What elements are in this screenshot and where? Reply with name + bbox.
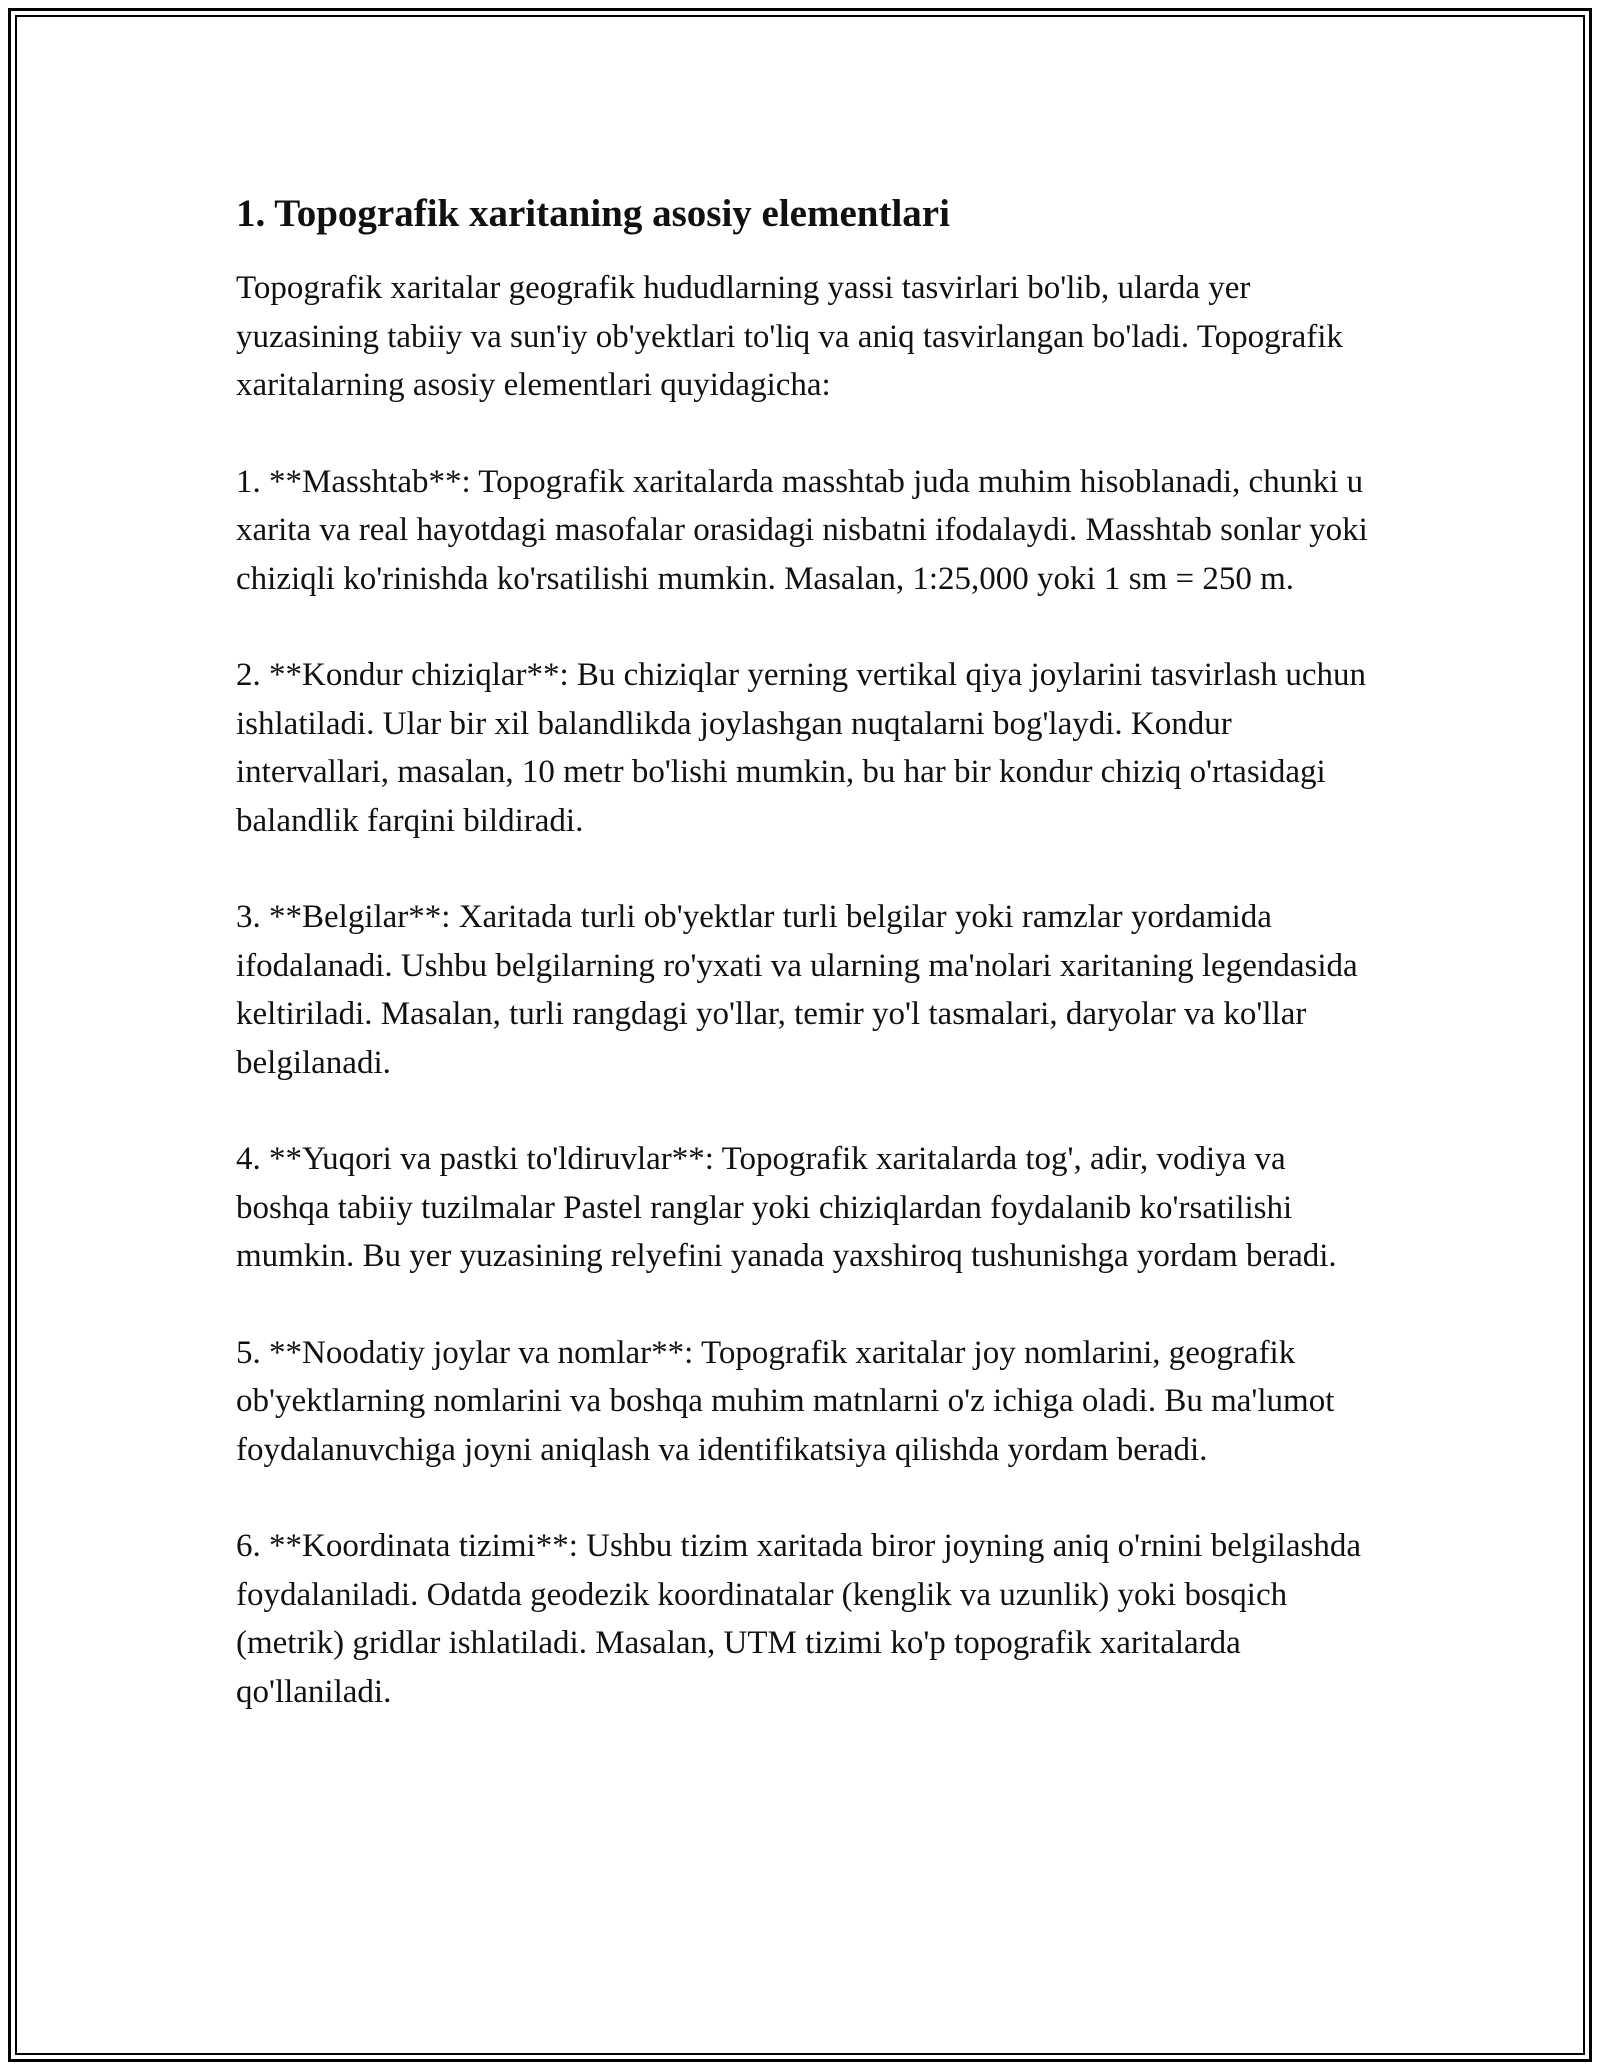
section-heading: 1. Topografik xaritaning asosiy elementlari (236, 192, 950, 235)
intro-paragraph: Topografik xaritalar geografik hududlarning yassi tasvirlari bo'lib, ularda yer yuzasining tabiiy va sun'iy ob'yektlari to'liq va aniq tasvirlangan bo'ladi. Topografik xaritalarning asosiy elementlari quyidagicha: (236, 270, 1343, 403)
item-nomlar-paragraph: 5. **Noodatiy joylar va nomlar**: Topografik xaritalar joy nomlarini, geografik ob'yektlarning nomlarini va boshqa muhim matnlarni o'z ichiga oladi. Bu ma'lumot foydalanuvchiga joyni aniqlash va identifikatsiya qilishda yordam beradi. (236, 1334, 1335, 1468)
item-belgilar-paragraph: 3. **Belgilar**: Xaritada turli ob'yektlar turli belgilar yoki ramzlar yordamida ifodalanadi. Ushbu belgilarning ro'yxati va ularning ma'nolari xaritaning legendasida keltiriladi. Masalan, turli rangdagi yo'llar, temir yo'l tasmalari, daryolar va ko'llar belgilanadi. (236, 899, 1358, 1081)
item-kondur-paragraph: 2. **Kondur chiziqlar**: Bu chiziqlar yerning vertikal qiya joylarini tasvirlash uchun ishlatiladi. Ular bir xil balandlikda joylashgan nuqtalarni bog'laydi. Kondur intervallari, masalan, 10 metr bo'lishi mumkin, bu har bir kondur chiziq o'rtasidagi balandlik farqini bildiradi. (236, 657, 1366, 839)
item-koordinata-paragraph: 6. **Koordinata tizimi**: Ushbu tizim xaritada biror joyning aniq o'rnini belgilashda foydalaniladi. Odatda geodezik koordinatalar (kenglik va uzunlik) yoki bosqich (metrik) gridlar ishlatiladi. Masalan, UTM tizimi ko'p topografik xaritalarda qo'llaniladi. (236, 1528, 1361, 1710)
item-masshtab-paragraph: 1. **Masshtab**: Topografik xaritalarda masshtab juda muhim hisoblanadi, chunki u xarita va real hayotdagi masofalar orasidagi nisbatni ifodalaydi. Masshtab sonlar yoki chiziqli ko'rinishda ko'rsatilishi mumkin. Masalan, 1:25,000 yoki 1 sm = 250 m. (236, 463, 1368, 597)
document-body (236, 186, 1386, 1764)
item-toldiruvlar-paragraph: 4. **Yuqori va pastki to'ldiruvlar**: Topografik xaritalarda tog', adir, vodiya va boshqa tabiiy tuzilmalar Pastel ranglar yoki chiziqlardan foydalanib ko'rsatilishi mumkin. Bu yer yuzasining relyefini yanada yaxshiroq tushunishga yordam beradi. (236, 1141, 1337, 1274)
